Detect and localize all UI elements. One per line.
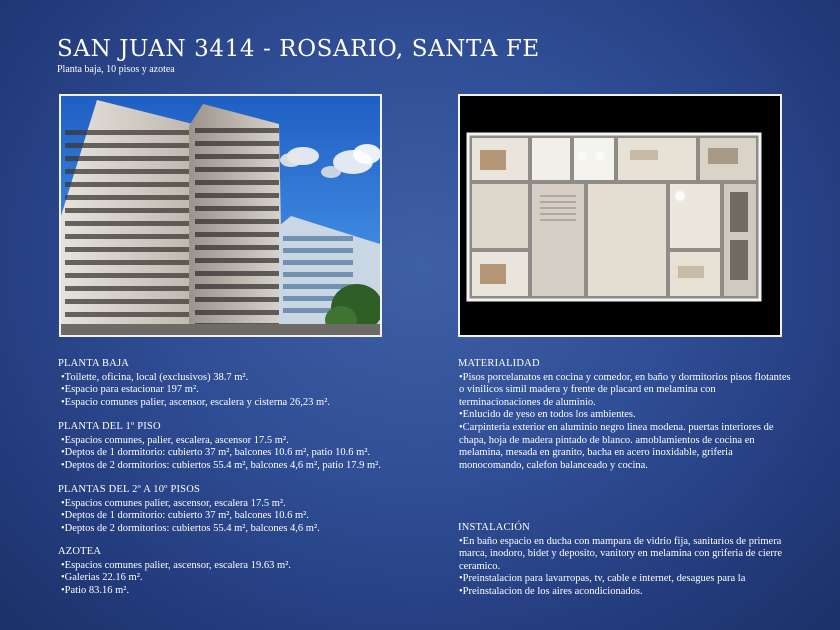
building-window-band (195, 167, 279, 172)
building-window-band (195, 180, 279, 185)
page-title: SAN JUAN 3414 - ROSARIO, SANTA FE (57, 36, 540, 62)
building-window-band (195, 128, 279, 133)
building-window-band (195, 245, 279, 250)
building-window-band (195, 206, 279, 211)
building-window-band (195, 232, 279, 237)
building-window-band (65, 234, 189, 239)
building-window-band (65, 143, 189, 148)
section-heading: MATERIALIDAD (458, 358, 540, 369)
paragraph: •Enlucido de yeso en todos los ambientes. (459, 409, 636, 421)
page-subtitle: Planta baja, 10 pisos y azotea (57, 64, 175, 75)
building-window-band (195, 193, 279, 198)
section-heading: AZOTEA (58, 546, 102, 557)
building-window-band (65, 156, 189, 161)
list-item: •Toilette, oficina, local (exclusivos) 38.7 m². (61, 371, 249, 383)
section-instalacion (458, 522, 798, 599)
glass-window-band (283, 272, 353, 277)
building-window-band (195, 297, 279, 302)
building-window-band (65, 208, 189, 213)
list-item: •Espacio comunes palier, ascensor, escalera y cisterna 26,23 m². (61, 396, 330, 408)
list-item: •Espacios comunes palier, ascensor, escalera 17.5 m². (61, 497, 286, 509)
building-window-band (195, 258, 279, 263)
glass-window-band (283, 248, 353, 253)
building-window-band (65, 247, 189, 252)
building-window-band (65, 195, 189, 200)
paragraph: •Preinstalacion para lavarropas, tv, cable e internet, desagues para la (459, 573, 746, 585)
section-plantas-2-10 (58, 484, 320, 535)
building-window-band (65, 312, 189, 317)
building-window-band (65, 299, 189, 304)
paragraph: •Preinstalacion de los aires acondicionados. (459, 585, 643, 597)
building-window-band (65, 286, 189, 291)
section-materialidad (458, 358, 798, 472)
floorplan-photo (458, 94, 782, 337)
list-item: •Deptos de 2 dormitorios: cubiertos 55.4 m², balcones 4,6 m². (61, 522, 320, 534)
section-planta-baja (58, 358, 330, 409)
list-item: •Espacio para estacionar 197 m². (61, 384, 199, 396)
building-window-band (65, 260, 189, 265)
building-window-band (65, 169, 189, 174)
glass-window-band (283, 260, 353, 265)
building-window-band (195, 154, 279, 159)
section-heading: INSTALACIÓN (458, 522, 530, 533)
building-window-band (65, 182, 189, 187)
building-window-band (195, 310, 279, 315)
list-item: •Patio 83.16 m². (61, 584, 130, 596)
building-window-band (195, 271, 279, 276)
section-planta-1 (58, 421, 381, 472)
building-window-band (195, 284, 279, 289)
list-item: •Deptos de 2 dormitorios: cubiertos 55.4 m², balcones 4,6 m², patio 17.9 m². (61, 459, 381, 471)
section-heading: PLANTA DEL 1º PISO (58, 421, 161, 432)
section-heading: PLANTAS DEL 2º A 10º PISOS (58, 484, 201, 495)
building-window-band (195, 141, 279, 146)
paragraph: •En baño espacio en ducha con mampara de vidrio fija, sanitarios de primera marca, inodoro, bidet y deposito, vanitory en melamina con griferia de cierre ceramico. (459, 535, 783, 572)
list-item: •Deptos de 1 dormitorio: cubierto 37 m², balcones 10.6 m², patio 10.6 m². (61, 447, 371, 459)
list-item: •Espacios comunes palier, ascensor, escalera 19.63 m². (61, 559, 291, 571)
section-azotea (58, 546, 291, 597)
list-item: •Espacios comunes, palier, escalera, ascensor 17.5 m². (61, 434, 289, 446)
glass-window-band (283, 236, 353, 241)
building-window-band (65, 221, 189, 226)
list-item: •Galerias 22.16 m². (61, 572, 143, 584)
paragraph: •Carpinteria exterior en aluminio negro linea modena. puertas interiores de chapa, hoja de madera pintado de blanco. amoblamientos de cocina en melamina, mesada en granito, bacha en acero inoxidable, griferia monocomando, calefon balanceado y cocina. (459, 421, 774, 471)
building-photo (59, 94, 382, 337)
building-window-band (65, 273, 189, 278)
section-heading: PLANTA BAJA (58, 358, 130, 369)
paragraph: •Pisos porcelanatos en cocina y comedor, en baño y dormitorios pisos flotantes o vinilicos simil madera y frente de placard en melamina con terminacionaciones de aluminio. (459, 371, 791, 408)
building-window-band (195, 219, 279, 224)
building-window-band (65, 130, 189, 135)
list-item: •Deptos de 1 dormitorio: cubierto 37 m², balcones 10.6 m². (61, 510, 309, 522)
